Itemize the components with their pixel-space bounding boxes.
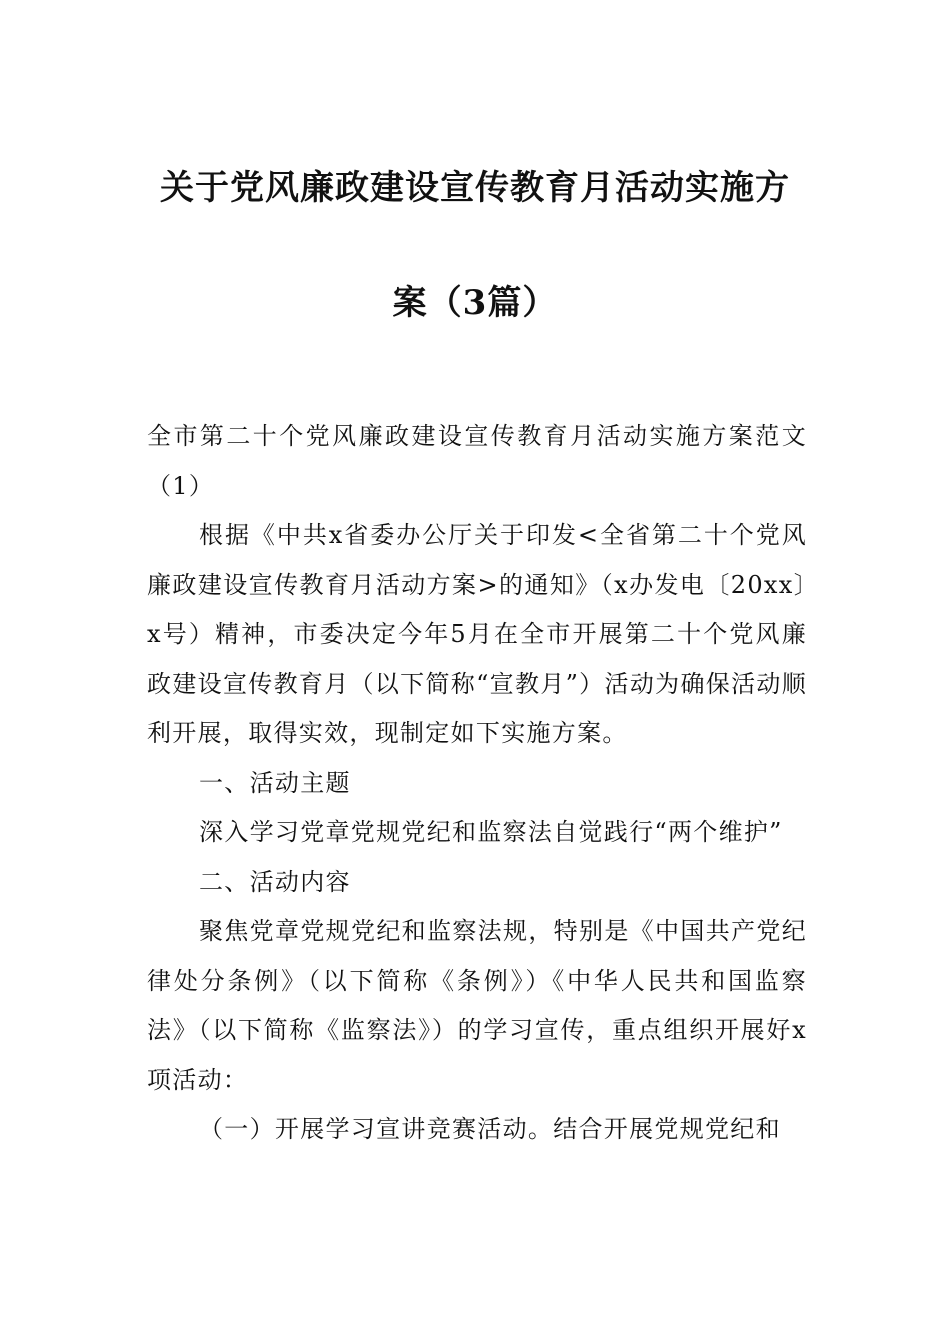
heading-activity-theme: 一、活动主题: [199, 768, 351, 797]
paragraph-content: 聚焦党章党规党纪和监察法规，特别是《中国共产党纪律处分条例》（以下简称《条例》）《中华人民共和国监察法》（以下简称《监察法》）的学习宣传，重点组织开展好x项活动：: [147, 917, 807, 1094]
document-body: [147, 412, 807, 1155]
heading-activity-content: 二、活动内容: [199, 867, 351, 896]
section-heading: 全市第二十个党风廉政建设宣传教育月活动实施方案范文（1）: [147, 422, 807, 500]
document-title-line-1: 关于党风廉政建设宣传教育月活动实施方: [160, 168, 790, 208]
paragraph-intro: 根据《中共x省委办公厅关于印发<全省第二十个党风廉政建设宣传教育月活动方案>的通知》（x办发电〔20xx〕x号）精神，市委决定今年5月在全市开展第二十个党风廉政建设宣传教育月（以下简称“宣教月”）活动为确保活动顺利开展，取得实效，现制定如下实施方案。: [147, 521, 807, 747]
paragraph-theme: 深入学习党章党规党纪和监察法自觉践行“两个维护”: [199, 818, 783, 846]
document-title-line-2: 案（3篇）: [392, 283, 558, 323]
paragraph-item-1: （一）开展学习宣讲竞赛活动。结合开展党规党纪和: [199, 1115, 781, 1143]
